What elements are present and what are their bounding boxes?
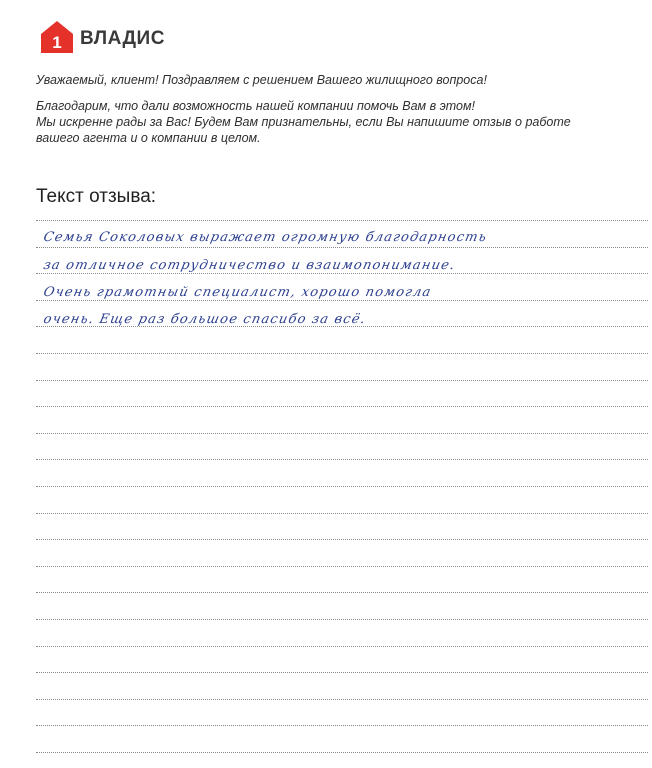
review-line: Очень грамотный специалист, хорошо помогла (42, 285, 434, 300)
greeting-text: Уважаемый, клиент! Поздравляем с решением Вашего жилищного вопроса! (36, 73, 487, 87)
brand-logo (40, 20, 165, 54)
house-logo-icon (40, 20, 74, 54)
review-lined-area (36, 218, 648, 764)
thanks-text: Благодарим, что дали возможность нашей компании помочь Вам в этом! Мы искренне рады за Вас! Будем Вам признательны, если Вы напишите отзыв о работе вашего агента и о компании в целом. (36, 99, 571, 145)
brand-name: ВЛАДИС (80, 28, 165, 49)
review-line: Семья Соколовых выражает огромную благодарность (42, 230, 489, 245)
handwritten-review (36, 218, 648, 764)
review-line: очень. Еще раз большое спасибо за всё. (42, 312, 368, 327)
review-line: за отличное сотрудничество и взаимопонимание. (42, 258, 457, 273)
logo-digit: 1 (52, 33, 62, 52)
review-heading: Текст отзыва: (36, 186, 157, 207)
intro-text (36, 72, 616, 156)
